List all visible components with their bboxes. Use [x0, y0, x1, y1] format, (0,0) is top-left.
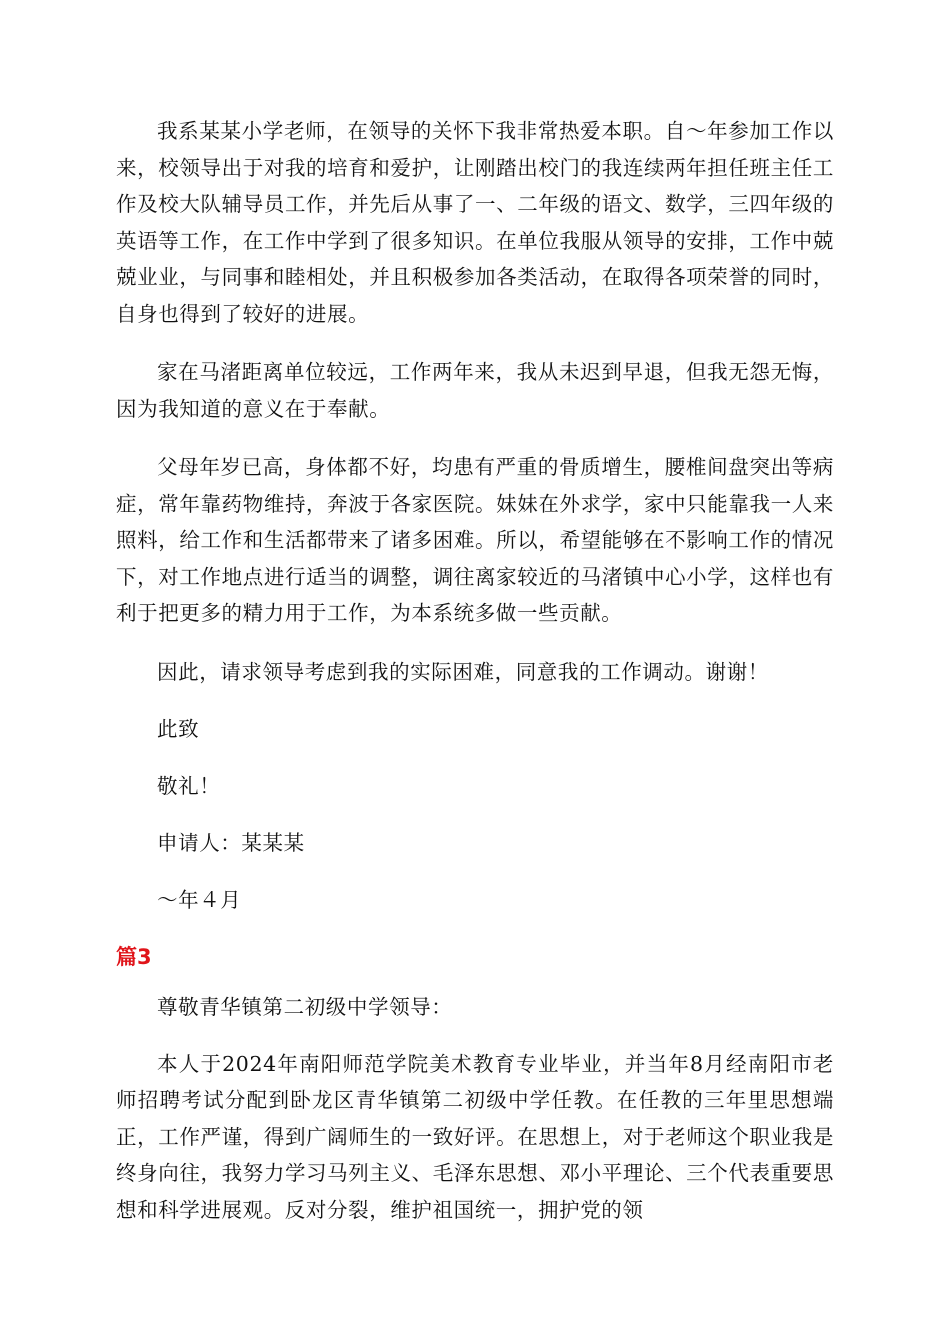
body-paragraph-3: 父母年岁已高，身体都不好，均患有严重的骨质增生，腰椎间盘突出等病症，常年靠药物维持，奔波于各家医院。妹妹在外求学，家中只能靠我一人来照料，给工作和生活都带来了诸多困难。所以，希望能够在不影响工作的情况下，对工作地点进行适当的调整，调往离家较近的马渚镇中心小学，这样也有利于把更多的精力用于工作，为本系统多做一些贡献。	[116, 455, 834, 625]
document-page	[116, 113, 834, 1250]
date-line: ～年４月	[157, 887, 242, 912]
closing-jingli: 敬礼！	[157, 773, 221, 798]
section-heading: 篇3	[116, 944, 152, 969]
section-body-paragraph: 本人于2024年南阳师范学院美术教育专业毕业，并当年8月经南阳市老师招聘考试分配到卧龙区青华镇第二初级中学任教。在任教的三年里思想端正，工作严谨，得到广阔师生的一致好评。在思想上，对于老师这个职业我是终身向往，我努力学习马列主义、毛泽东思想、邓小平理论、三个代表重要思想和科学进展观。反对分裂，维护祖国统一，拥护党的领	[116, 1051, 834, 1222]
body-paragraph-2: 家在马渚距离单位较远，工作两年来，我从未迟到早退，但我无怨无悔，因为我知道的意义在于奉献。	[116, 360, 834, 421]
applicant-line: 申请人：某某某	[157, 830, 305, 855]
salutation: 尊敬青华镇第二初级中学领导：	[157, 994, 453, 1019]
body-paragraph-4: 因此，请求领导考虑到我的实际困难，同意我的工作调动。谢谢！	[157, 659, 769, 684]
body-paragraph-1: 我系某某小学老师，在领导的关怀下我非常热爱本职。自～年参加工作以来，校领导出于对我的培育和爱护，让刚踏出校门的我连续两年担任班主任工作及校大队辅导员工作，并先后从事了一、二年级的语文、数学，三四年级的英语等工作，在工作中学到了很多知识。在单位我服从领导的安排，工作中兢兢业业，与同事和睦相处，并且积极参加各类活动，在取得各项荣誉的同时，自身也得到了较好的进展。	[116, 119, 834, 326]
closing-cizhi: 此致	[157, 716, 200, 741]
